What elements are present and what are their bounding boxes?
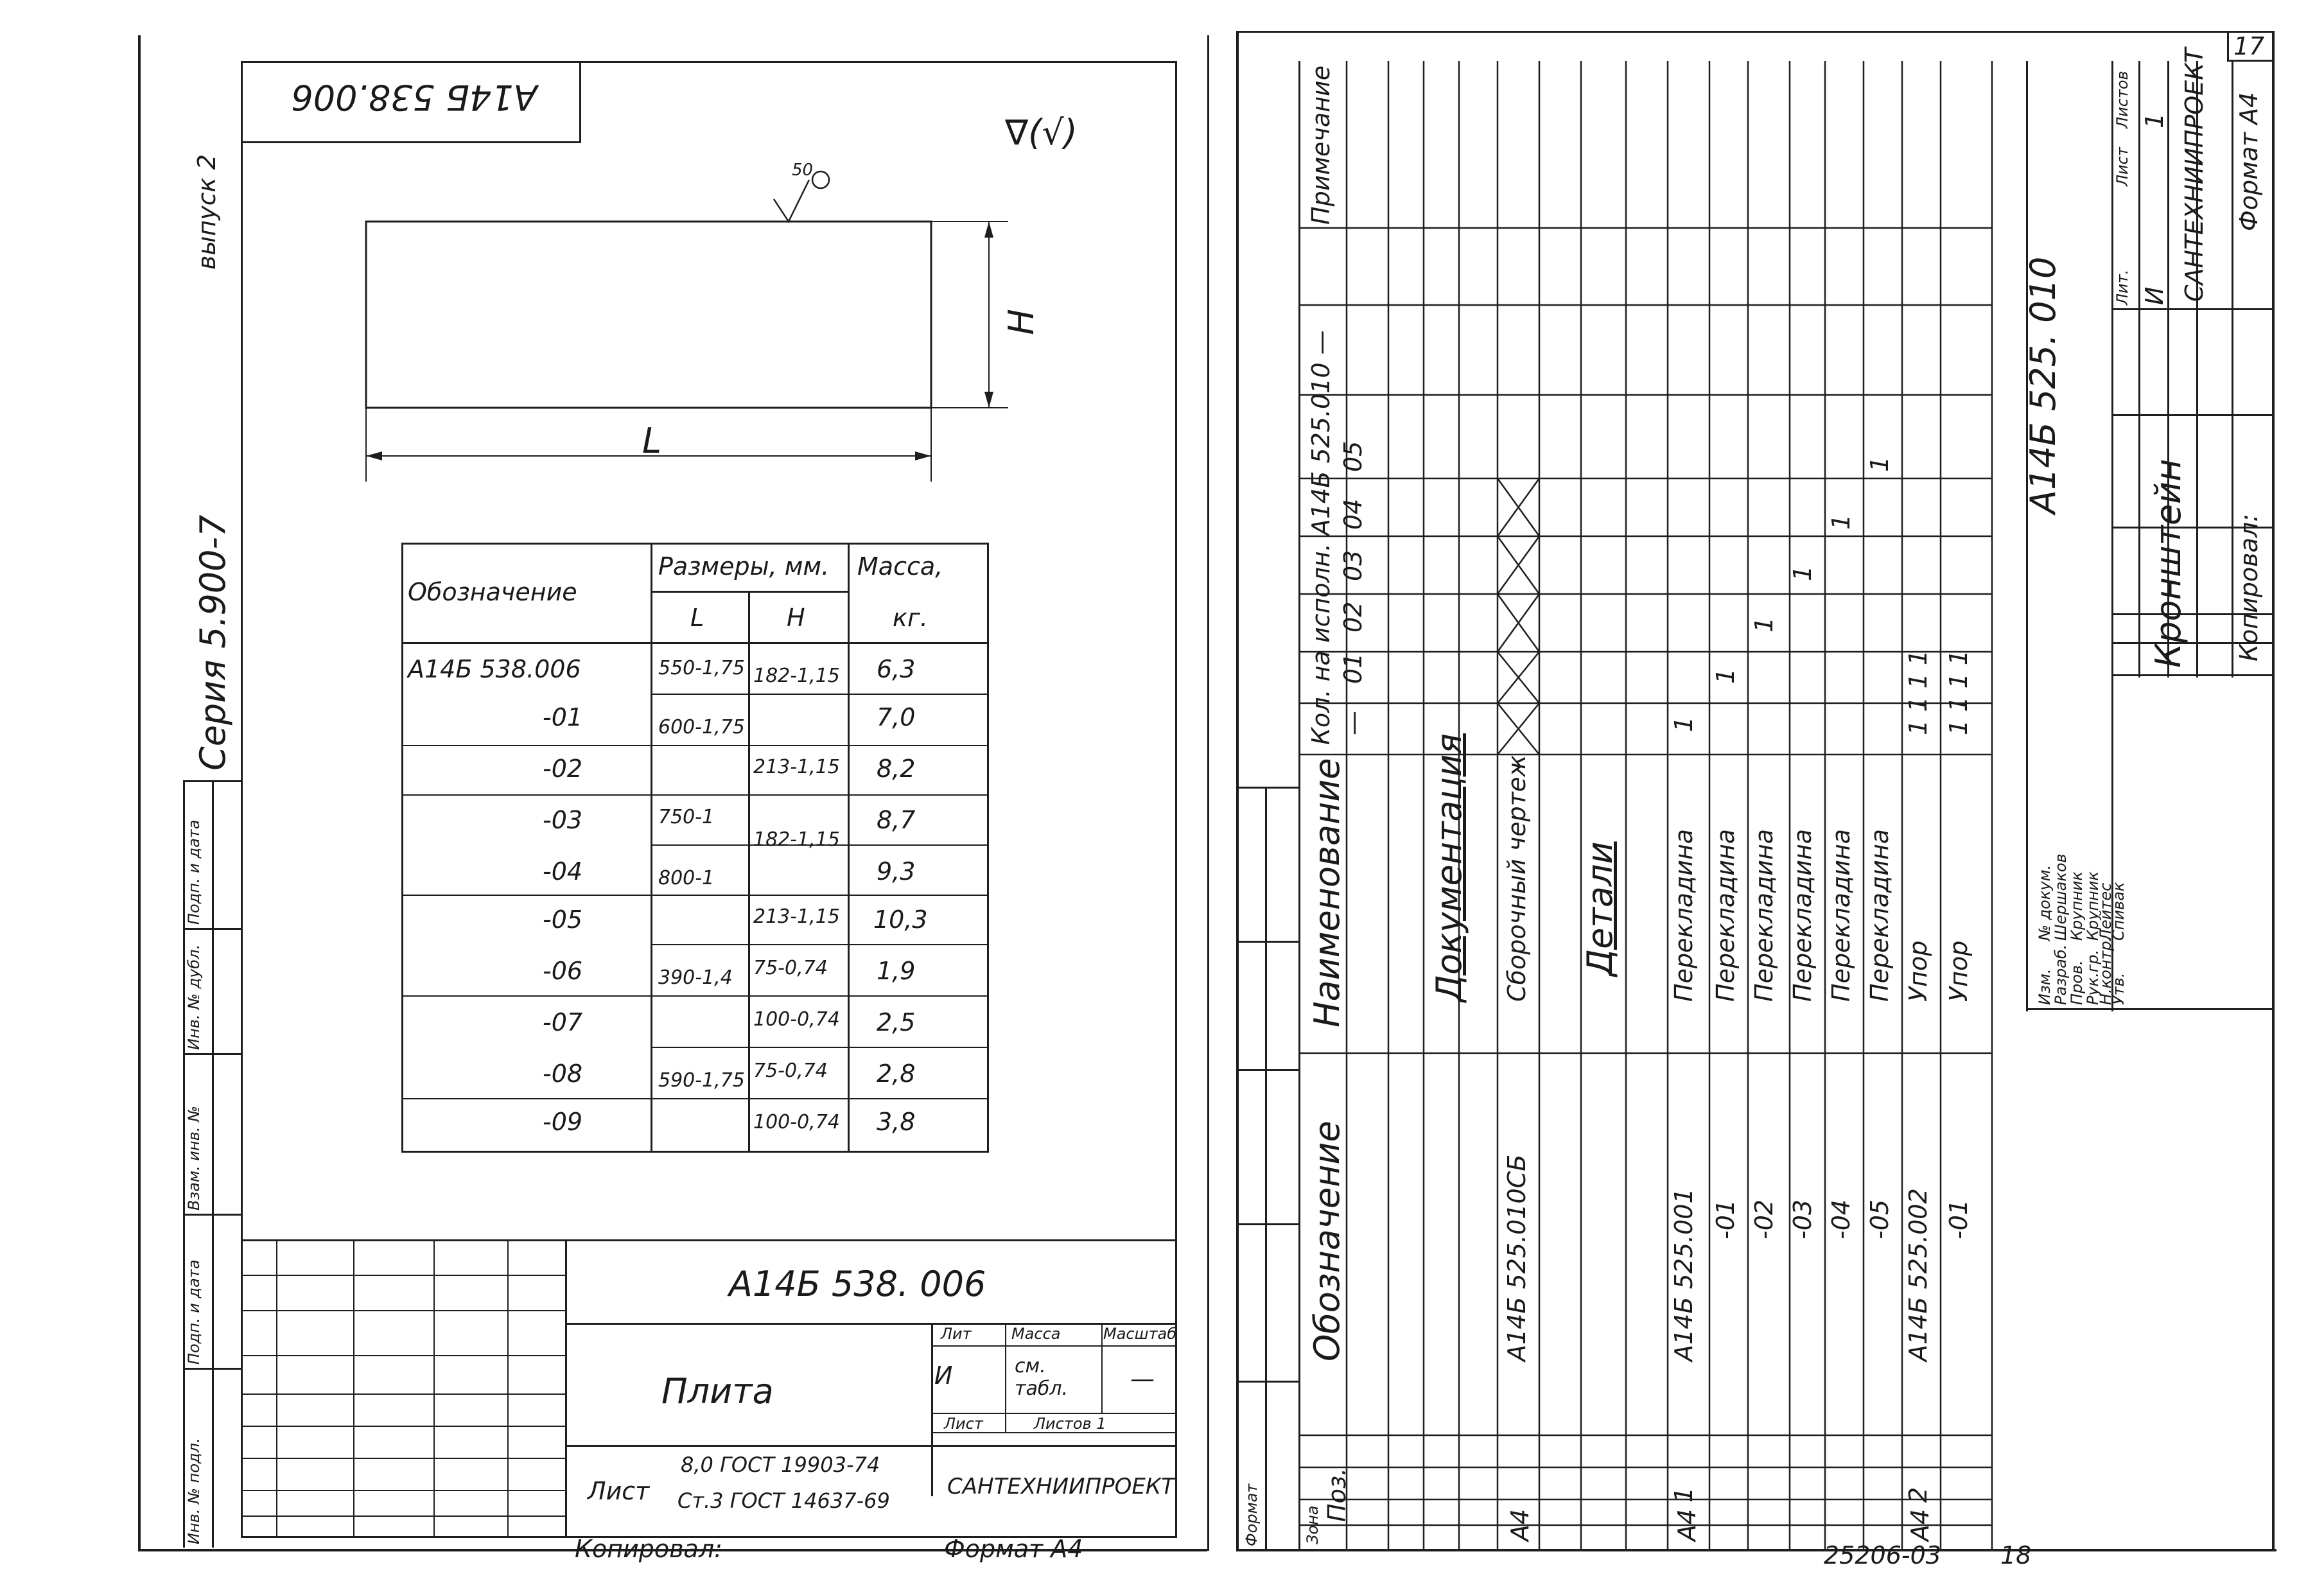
- row-format: А4: [1673, 1508, 1701, 1541]
- qty-col-0: —: [1339, 711, 1367, 735]
- side-label-sign2: Подп. и дата: [185, 819, 203, 925]
- row-mass: 8,7: [877, 806, 916, 834]
- label-scale: Масштаб: [1103, 1325, 1177, 1343]
- row-l: 590-1,75: [658, 1069, 745, 1092]
- row-qty: 1 1 1 1: [1944, 650, 1973, 735]
- row-format: А4: [1506, 1508, 1534, 1541]
- row-designation: -01: [543, 703, 583, 731]
- header-name: Наименование: [1307, 758, 1347, 1027]
- row-designation: -03: [1788, 1199, 1817, 1239]
- material-line1: 8,0 ГОСТ 19903-74: [681, 1453, 880, 1477]
- row-l: 800-1: [658, 867, 715, 889]
- table-head-kg: кг.: [893, 604, 928, 632]
- row-pos: 2: [1904, 1487, 1932, 1503]
- value-scale: —: [1130, 1365, 1155, 1393]
- table-head-l: L: [690, 604, 704, 632]
- row-qty: 1 1 1 1: [1904, 650, 1932, 735]
- side-label-dup: Инв. № дубл.: [185, 944, 203, 1050]
- value-lit: И: [934, 1361, 953, 1390]
- material-line2: Ст.3 ГОСТ 14637-69: [677, 1489, 890, 1513]
- row-mass: 2,8: [877, 1060, 916, 1088]
- qty-col-5: 05: [1339, 441, 1367, 472]
- row-qty: 1: [1750, 616, 1778, 633]
- row-mass: 7,0: [877, 703, 916, 731]
- row-name: Упор: [1904, 940, 1932, 1002]
- label-mass: Масса: [1011, 1325, 1061, 1343]
- header-format: Формат: [1243, 1483, 1261, 1546]
- sheet-number: 17: [2233, 32, 2265, 60]
- row-name: Перекладина: [1750, 828, 1778, 1002]
- row-designation: -09: [543, 1108, 583, 1136]
- right-title-designation: А14Б 525. 010: [2023, 256, 2063, 514]
- row-h: 182-1,15: [753, 828, 840, 851]
- left-org: САНТЕХНИИПРОЕКТ: [947, 1474, 1175, 1499]
- row-designation: -04: [543, 857, 583, 886]
- footer-page: 18: [2000, 1541, 2032, 1569]
- row-designation: -05: [543, 905, 583, 934]
- row-designation: -07: [543, 1008, 583, 1036]
- qty-col-3: 03: [1339, 550, 1367, 581]
- label-lit-r: Лит.: [2113, 269, 2131, 305]
- left-format: Формат А4: [944, 1535, 1083, 1563]
- person: Лейтес: [2097, 882, 2115, 941]
- row-mass: 8,2: [877, 755, 916, 783]
- plate-drawing: [347, 148, 1040, 494]
- person: Крупник: [2084, 871, 2102, 941]
- row-name: Перекладина: [1670, 828, 1698, 1002]
- side-label-replace: Взам. инв. №: [185, 1106, 203, 1210]
- label-sheets-r: Листов: [2113, 71, 2131, 128]
- header-zone: Зона: [1304, 1505, 1322, 1544]
- row-l: 750-1: [658, 806, 715, 828]
- row-qty: 1: [1865, 456, 1894, 472]
- row-h: 75-0,74: [753, 957, 828, 979]
- row-mass: 2,5: [877, 1008, 916, 1036]
- row-qty: 1: [1711, 668, 1740, 684]
- qty-col-1: 01: [1339, 652, 1367, 684]
- roughness-symbol: ∇(√): [1005, 112, 1078, 153]
- row-h: 75-0,74: [753, 1060, 828, 1082]
- issue-label: выпуск 2: [193, 154, 221, 270]
- series-label: Серия 5.900-7: [193, 514, 233, 771]
- row-l: 550-1,75: [658, 657, 745, 679]
- role: Утв.: [2110, 972, 2127, 1005]
- qty-col-2: 02: [1339, 601, 1367, 633]
- table-head-sizes: Размеры, мм.: [658, 552, 830, 581]
- row-h: 100-0,74: [753, 1111, 840, 1133]
- row-name: Сборочный чертеж: [1503, 755, 1531, 1002]
- row-designation: -08: [543, 1060, 583, 1088]
- header-designation: Обозначение: [1307, 1121, 1347, 1361]
- right-org: САНТЕХНИИПРОЕКТ: [2180, 48, 2208, 302]
- label-lit: Лит: [941, 1325, 972, 1343]
- table-head-designation: Обозначение: [408, 578, 577, 606]
- value-lit-r: И: [2140, 286, 2169, 305]
- person: № докум.: [2036, 864, 2054, 941]
- row-mass: 1,9: [877, 957, 916, 985]
- right-copied: Копировал:: [2235, 514, 2263, 661]
- row-designation: -02: [543, 755, 583, 783]
- side-label-sign1: Подп. и дата: [185, 1259, 203, 1365]
- role: Рук.гр.: [2084, 949, 2102, 1005]
- row-designation: -02: [1750, 1199, 1778, 1239]
- row-name: Перекладина: [1711, 828, 1740, 1002]
- row-format: А4: [1906, 1508, 1934, 1541]
- left-copied: Копировал:: [575, 1535, 722, 1563]
- row-designation: -05: [1865, 1199, 1894, 1239]
- dim-height-label: H: [1000, 309, 1042, 335]
- value-mass: см. табл.: [1015, 1355, 1069, 1400]
- row-mass: 3,8: [877, 1108, 916, 1136]
- row-designation: А14Б 538.006: [408, 655, 581, 683]
- row-pos: 1: [1670, 1487, 1698, 1503]
- person: Шершаков: [2052, 853, 2070, 941]
- table-head-h: H: [787, 604, 805, 632]
- row-designation: -04: [1827, 1199, 1855, 1239]
- row-mass: 9,3: [877, 857, 916, 886]
- row-h: 100-0,74: [753, 1008, 840, 1031]
- row-mass: 6,3: [877, 655, 916, 683]
- section-documentation: Документация: [1429, 733, 1469, 1002]
- header-pos: Поз.: [1323, 1467, 1351, 1522]
- row-qty: 1: [1788, 565, 1817, 581]
- header-qty: Кол. на исполн. А14Б 525.010 —: [1307, 330, 1335, 745]
- person: Крупник: [2068, 871, 2086, 941]
- row-designation: -01: [1711, 1199, 1740, 1239]
- right-title-name: Кронштейн: [2148, 459, 2189, 668]
- row-mass: 10,3: [873, 905, 928, 934]
- row-name: Упор: [1944, 940, 1973, 1002]
- role: Разраб.: [2052, 944, 2070, 1005]
- designation-stamp-upside-down: А14Б 538.006: [291, 77, 537, 118]
- row-designation: А14Б 525.010СБ: [1503, 1154, 1531, 1361]
- row-designation: -01: [1944, 1199, 1973, 1239]
- row-designation: -06: [543, 957, 583, 985]
- row-l: 390-1,4: [658, 966, 733, 989]
- right-format: Формат А4: [2235, 92, 2263, 231]
- row-h: 182-1,15: [753, 665, 840, 687]
- row-l: 600-1,75: [658, 716, 745, 738]
- footer-doc-number: 25206-03: [1824, 1541, 1941, 1569]
- row-name: Перекладина: [1827, 828, 1855, 1002]
- row-h: 213-1,15: [753, 756, 840, 778]
- left-title-designation: А14Б 538. 006: [729, 1264, 986, 1304]
- value-sheets-r: 1: [2140, 112, 2169, 128]
- row-designation: -03: [543, 806, 583, 834]
- roughness-value: 50: [792, 161, 814, 180]
- row-qty: 1: [1827, 514, 1855, 530]
- side-label-inv: Инв. № подл.: [185, 1438, 203, 1544]
- row-qty: 1: [1670, 716, 1698, 732]
- qty-col-4: 04: [1339, 498, 1367, 530]
- role: Пров.: [2068, 960, 2086, 1005]
- role: Н.контр.: [2097, 936, 2115, 1005]
- dim-length-label: L: [642, 421, 662, 461]
- row-designation: А14Б 525.002: [1904, 1188, 1932, 1361]
- row-name: Перекладина: [1788, 828, 1817, 1002]
- row-h: 213-1,15: [753, 905, 840, 928]
- dimension-table: [401, 543, 989, 1153]
- header-note: Примечание: [1307, 65, 1335, 225]
- person: Спивак: [2110, 882, 2127, 941]
- section-details: Детали: [1580, 841, 1620, 976]
- left-title-name: Плита: [661, 1371, 774, 1411]
- table-head-mass: Масса,: [857, 552, 943, 581]
- row-name: Перекладина: [1865, 828, 1894, 1002]
- role: Изм.: [2036, 968, 2054, 1005]
- label-sheets: Листов 1: [1034, 1415, 1106, 1433]
- label-sheet-r: Лист: [2113, 147, 2131, 186]
- row-designation: А14Б 525.001: [1670, 1188, 1698, 1361]
- material-prefix: Лист: [588, 1477, 650, 1505]
- label-sheet: Лист: [944, 1415, 983, 1433]
